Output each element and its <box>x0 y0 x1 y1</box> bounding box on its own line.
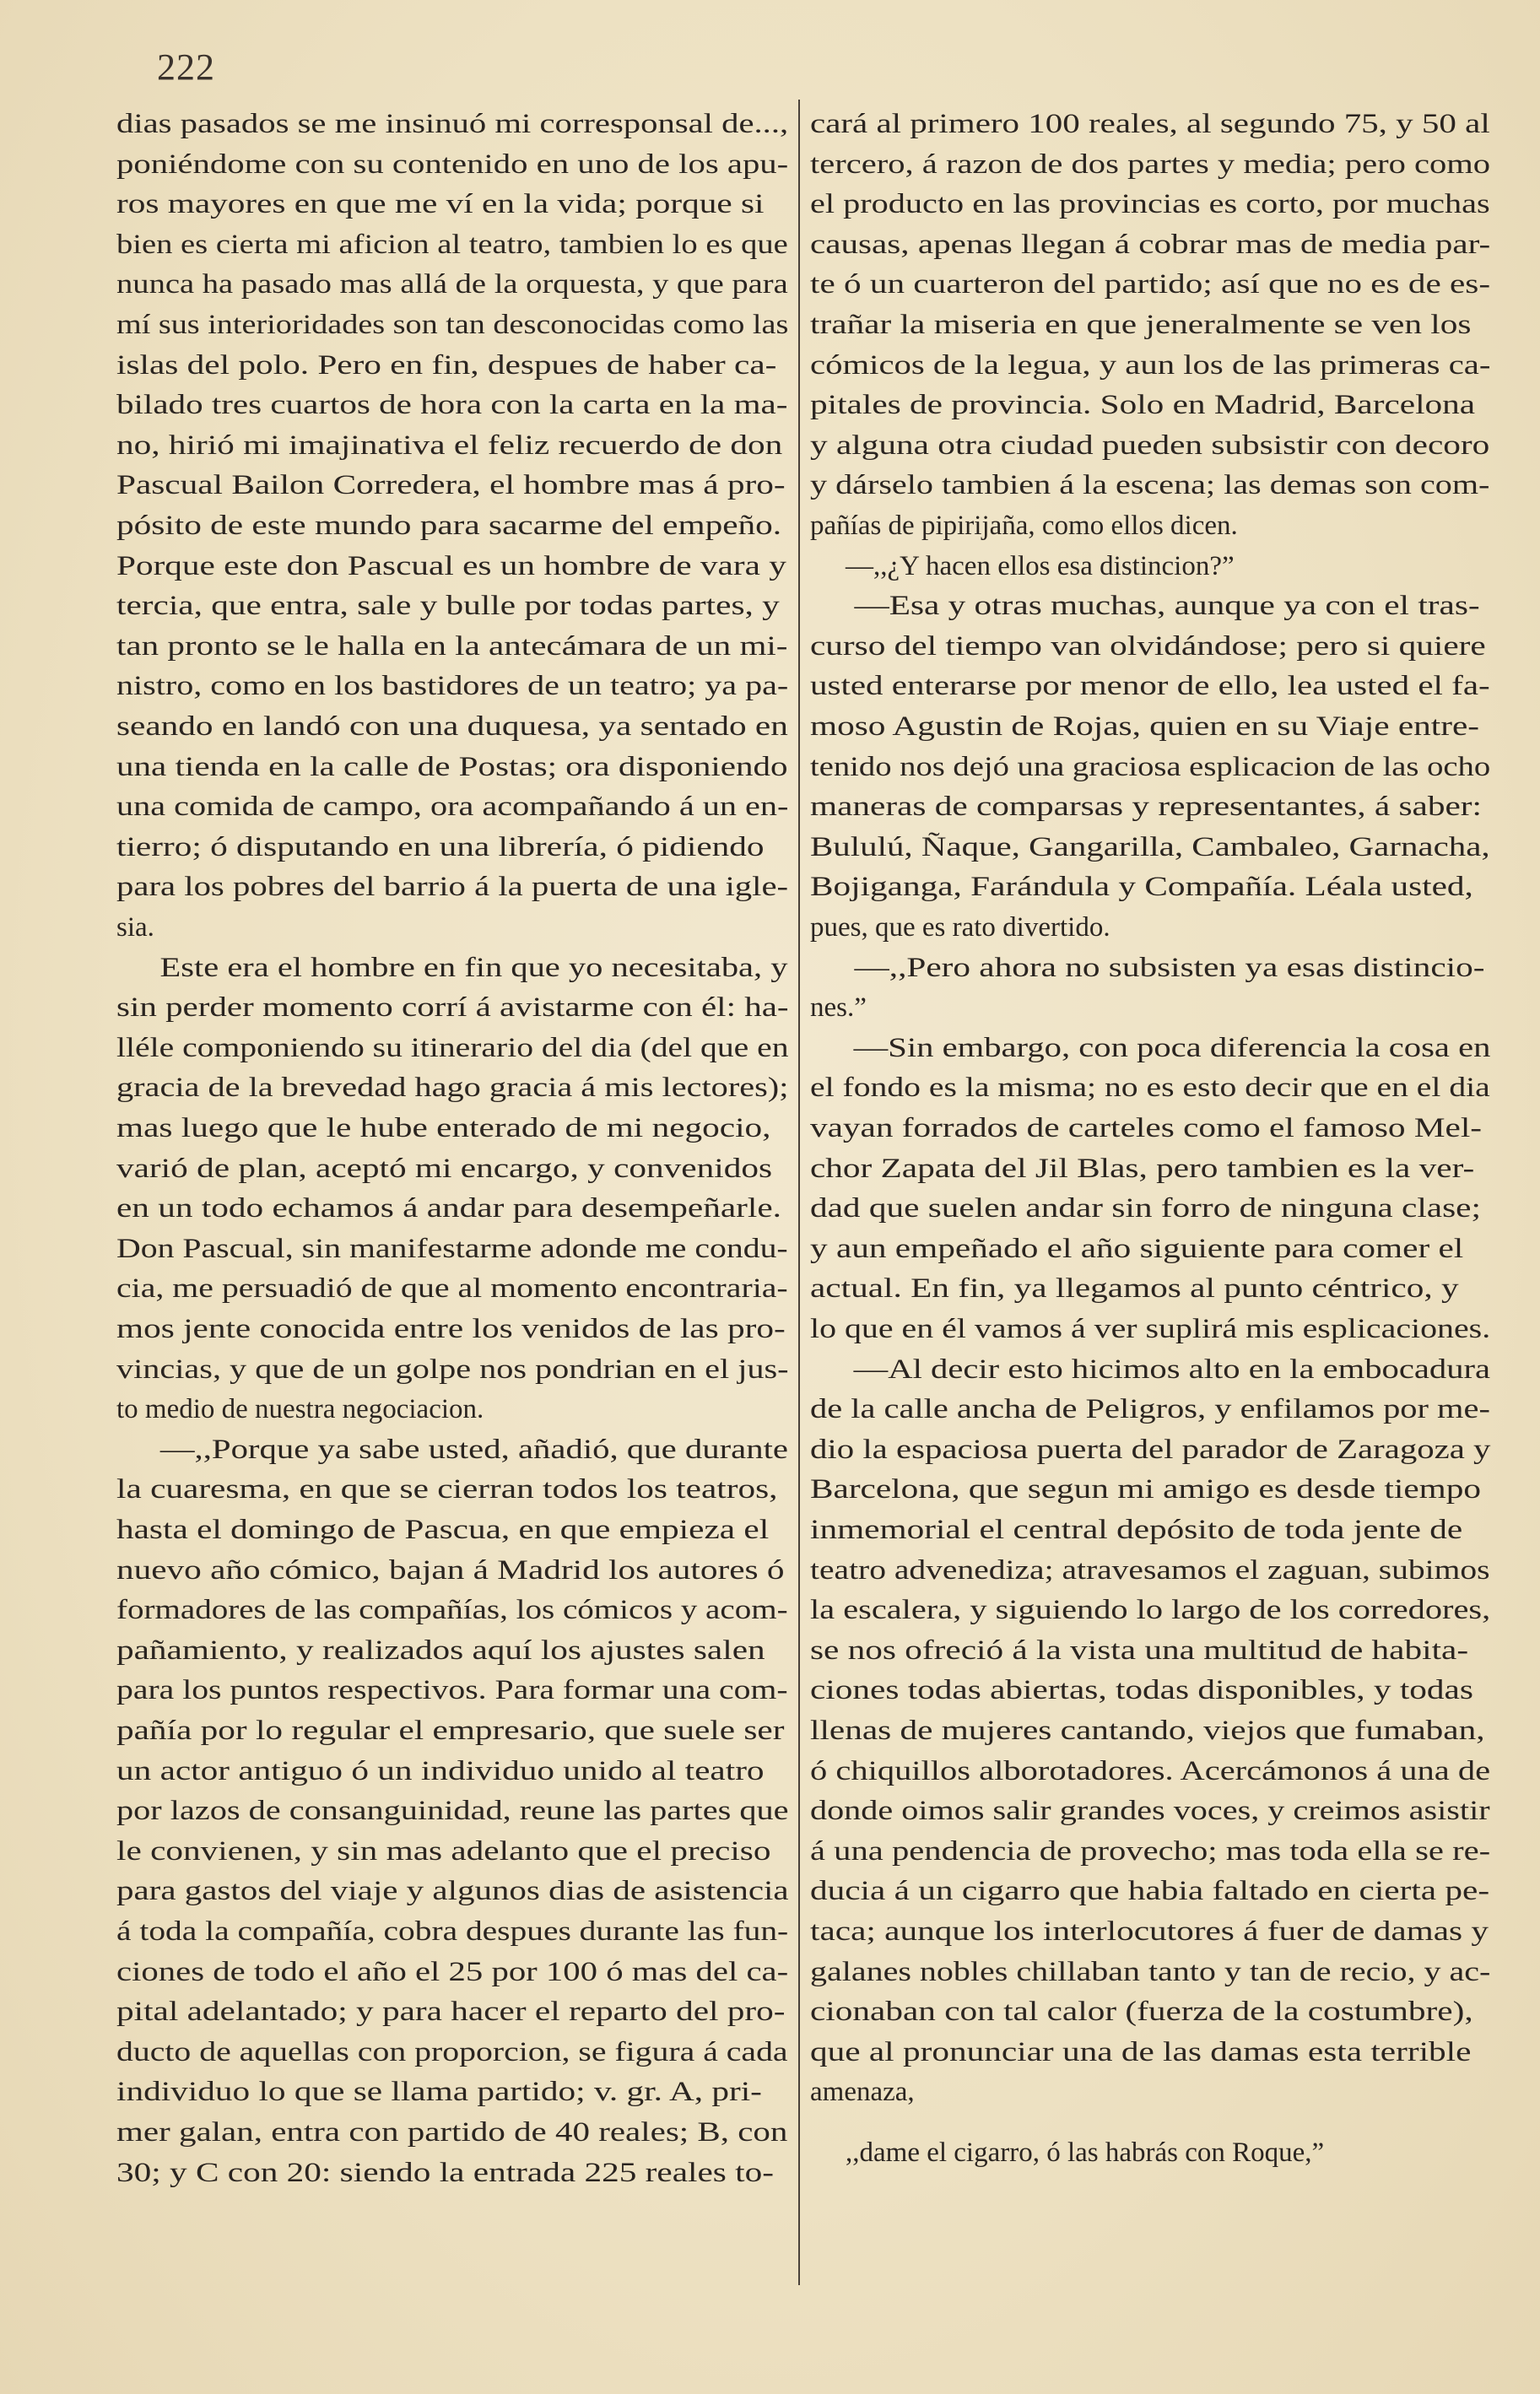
text-line <box>116 787 788 827</box>
text-line-content: causas, apenas llegan á cobrar mas de media par- <box>810 229 1491 260</box>
text-line <box>810 1671 1490 1710</box>
text-line-content: poniéndome con su contenido en uno de los apu- <box>116 149 789 180</box>
text-line <box>116 1510 788 1550</box>
text-line-content: el producto en las provincias es corto, por muchas <box>810 189 1490 220</box>
text-line <box>810 1791 1490 1831</box>
text-line-content: Don Pascual, sin manifestarme adonde me condu- <box>116 1233 788 1264</box>
text-line-content: nes.” <box>810 992 867 1024</box>
text-line <box>116 346 788 386</box>
text-line-content: tercia, que entra, sale y bulle por todas partes, y <box>116 591 780 622</box>
text-line-content: hasta el domingo de Pascua, en que empieza el <box>116 1515 770 1545</box>
text-line <box>116 1430 788 1470</box>
text-line <box>810 2072 1490 2112</box>
text-line-content: actual. En fin, ya llegamos al punto céntrico, y <box>810 1273 1459 1305</box>
text-line-content: vincias, y que de un golpe nos pondrian en el jus- <box>116 1354 789 1385</box>
text-line-content: donde oimos salir grandes voces, y creimos asistir <box>810 1796 1490 1827</box>
text-line-content: pañamiento, y realizados aquí los ajustes salen <box>116 1635 765 1666</box>
text-line <box>116 748 788 787</box>
text-line-content: vayan forrados de carteles como el famoso Mel- <box>810 1113 1483 1143</box>
text-line-content: no, hirió mi imajinativa el feliz recuerdo de don <box>116 430 783 461</box>
text-line <box>116 667 788 706</box>
text-line-content: para gastos del viaje y algunos dias de asistencia <box>116 1876 789 1907</box>
text-line-content: y aun empeñado el año siguiente para comer el <box>810 1233 1464 1264</box>
text-line <box>810 1912 1490 1952</box>
text-line <box>116 988 788 1028</box>
text-line-content: taca; aunque los interlocutores á fuer de damas y <box>810 1916 1489 1947</box>
text-line <box>810 1068 1490 1108</box>
text-line-content: nuevo año cómico, bajan á Madrid los autores ó <box>116 1554 785 1586</box>
text-line <box>810 1189 1490 1229</box>
text-line-content: bien es cierta mi aficion al teatro, tambien lo es que <box>116 229 788 260</box>
text-line <box>810 506 1490 546</box>
text-line <box>810 105 1490 144</box>
text-line-content: bilado tres cuartos de hora con la carta en la ma- <box>116 390 788 421</box>
text-line-content: sin perder momento corrí á avistarme con él: ha- <box>116 992 789 1024</box>
text-line <box>810 908 1490 948</box>
text-line <box>116 1029 788 1068</box>
text-line <box>810 265 1490 305</box>
text-line-content: y dárselo tambien á la escena; las demas son com- <box>810 470 1490 501</box>
text-line-content: mí sus interioridades son tan desconocidas como las <box>116 310 789 340</box>
text-line <box>810 1591 1490 1630</box>
text-line <box>116 1470 788 1510</box>
text-line-content: cará al primero 100 reales, al segundo 75, y 50 al <box>810 109 1490 139</box>
text-line <box>810 466 1490 505</box>
text-line-content: chor Zapata del Jil Blas, pero tambien es la ver- <box>810 1153 1475 1184</box>
text-line-content: ciones de todo el año el 25 por 100 ó mas del ca- <box>116 1956 789 1987</box>
text-line <box>116 1068 788 1108</box>
text-line-content: llenas de mujeres cantando, viejos que fumaban, <box>810 1716 1485 1746</box>
text-line-content: amenaza, <box>810 2077 915 2108</box>
text-line <box>810 667 1490 706</box>
text-line <box>116 627 788 667</box>
text-line <box>810 1310 1490 1349</box>
text-line-content: le convienen, y sin mas adelanto que el preciso <box>116 1835 771 1867</box>
text-line <box>116 1591 788 1630</box>
text-line <box>810 627 1490 667</box>
text-line-content: ó chiquillos alborotadores. Acercámonos á una de <box>810 1755 1491 1786</box>
text-line-content: Porque este don Pascual es un hombre de vara y <box>116 550 786 581</box>
text-line <box>810 1269 1490 1309</box>
text-line <box>810 748 1490 787</box>
text-line <box>810 1149 1490 1189</box>
text-line-content: pañía por lo regular el empresario, que suele ser <box>116 1716 785 1746</box>
text-line <box>116 2154 788 2193</box>
text-line <box>810 1390 1490 1429</box>
text-line-content: tercero, á razon de dos partes y media; pero como <box>810 149 1491 180</box>
text-line <box>116 1189 788 1229</box>
text-line <box>810 1752 1490 1791</box>
text-line <box>116 586 788 626</box>
text-line-content: tenido nos dejó una graciosa esplicacion de las ocho <box>810 751 1491 782</box>
text-line-content: nunca ha pasado mas allá de la orquesta, y que para <box>116 269 788 300</box>
text-line-content: Pascual Bailon Corredera, el hombre mas á pro- <box>116 470 786 501</box>
text-line-content: galanes nobles chillaban tanto y tan de recio, y ac- <box>810 1956 1491 1987</box>
text-line-content: te ó un cuarteron del partido; así que no es de es- <box>810 269 1491 300</box>
text-line <box>810 867 1490 907</box>
text-line <box>810 1470 1490 1510</box>
text-line <box>116 948 788 988</box>
text-line <box>810 787 1490 827</box>
text-line <box>116 1791 788 1831</box>
text-line <box>810 1430 1490 1470</box>
text-line-content: pues, que es rato divertido. <box>810 912 1110 943</box>
text-line-content: un actor antiguo ó un individuo unido al teatro <box>116 1755 765 1786</box>
text-line <box>810 828 1490 867</box>
text-line-content: y alguna otra ciudad pueden subsistir con decoro <box>810 430 1490 461</box>
text-line <box>810 1832 1490 1872</box>
text-line-content: cia, me persuadió de que al momento encontraria- <box>116 1273 788 1305</box>
text-line-content: lo que en él vamos á ver suplirá mis esplicaciones. <box>810 1314 1491 1344</box>
text-line-content: mer galan, entra con partido de 40 reales; B, con <box>116 2117 788 2148</box>
text-line <box>116 1310 788 1349</box>
text-line-content: ducia á un cigarro que habia faltado en cierta pe- <box>810 1876 1490 1907</box>
text-line-content: dad que suelen andar sin forro de ninguna clase; <box>810 1193 1481 1224</box>
text-line-content: —Al decir esto hicimos alto en la embocadura <box>853 1354 1491 1385</box>
text-line-content: pósito de este mundo para sacarme del empeño. <box>116 511 782 541</box>
text-line-content: ciones todas abiertas, todas disponibles, y todas <box>810 1675 1473 1706</box>
text-line <box>116 2072 788 2112</box>
text-line-content: —Sin embargo, con poca diferencia la cosa en <box>853 1032 1491 1063</box>
text-line <box>116 908 788 948</box>
text-line-content: de la calle ancha de Peligros, y enfilamos por me- <box>810 1394 1490 1425</box>
text-line-content: islas del polo. Pero en fin, despues de haber ca- <box>116 349 777 381</box>
text-line-content: —,,Pero ahora no subsisten ya esas distincio- <box>854 952 1485 983</box>
text-line <box>116 466 788 505</box>
text-line-content: seando en landó con una duquesa, ya sentado en <box>116 711 788 742</box>
text-line-content: ros mayores en que me ví en la vida; porque si <box>116 189 765 220</box>
text-line <box>116 1350 788 1390</box>
text-line <box>810 426 1490 466</box>
text-line-content: se nos ofreció á la vista una multitud de habita- <box>810 1635 1469 1666</box>
text-line-content: dias pasados se me insinuó mi corresponsal de..., <box>116 109 789 139</box>
text-line <box>116 265 788 305</box>
text-line-content: 30; y C con 20: siendo la entrada 225 reales to- <box>116 2157 774 2188</box>
text-line-content: nistro, como en los bastidores de un teatro; ya pa- <box>116 671 789 702</box>
text-line-content: trañar la miseria en que jeneralmente se ven los <box>810 310 1472 340</box>
text-line <box>116 1711 788 1751</box>
text-line-content: —Esa y otras muchas, aunque ya con el tras- <box>854 591 1480 622</box>
text-line <box>810 1872 1490 1911</box>
text-line <box>810 547 1490 586</box>
text-line-content: la cuaresma, en que se cierran todos los teatros, <box>116 1474 778 1505</box>
text-line-content: ducto de aquellas con proporcion, se figura á cada <box>116 2036 788 2067</box>
text-line <box>810 1631 1490 1671</box>
text-line <box>810 948 1490 988</box>
page-number: 222 <box>157 46 215 88</box>
column-divider-rule <box>798 100 800 2285</box>
text-line <box>116 105 788 144</box>
text-line <box>810 707 1490 747</box>
text-line-content: por lazos de consanguinidad, reune las partes que <box>116 1796 789 1827</box>
text-line-content: para los pobres del barrio á la puerta de una igle- <box>116 872 789 903</box>
text-line-content: pañías de pipirijaña, como ellos dicen. <box>810 511 1238 541</box>
text-line-content: cómicos de la legua, y aun los de las primeras ca- <box>810 349 1491 381</box>
text-line-content: formadores de las compañías, los cómicos y acom- <box>116 1595 788 1626</box>
text-line-content: tierro; ó disputando en una librería, ó pidiendo <box>116 831 765 862</box>
text-line-content: mas luego que le hube enterado de mi negocio, <box>116 1113 771 1143</box>
text-line <box>810 305 1490 345</box>
text-line <box>116 1551 788 1591</box>
text-line-content: una comida de campo, ora acompañando á un en- <box>116 792 789 823</box>
text-line <box>810 1350 1490 1390</box>
text-line-content: lléle componiendo su itinerario del dia (del que en <box>116 1032 789 1063</box>
text-line <box>116 506 788 546</box>
text-line-content: dio la espaciosa puerta del parador de Zaragoza y <box>810 1434 1491 1465</box>
text-line-content: el fondo es la misma; no es esto decir que en el dia <box>810 1073 1490 1104</box>
text-line-content: curso del tiempo van olvidándose; pero si quiere <box>810 630 1486 662</box>
text-line <box>116 145 788 185</box>
text-line-content: mos jente conocida entre los venidos de las pro- <box>116 1314 786 1344</box>
text-line <box>116 1671 788 1710</box>
text-line <box>116 1752 788 1791</box>
text-line <box>116 547 788 586</box>
text-line <box>116 1912 788 1952</box>
text-line-content: inmemorial el central depósito de toda jente de <box>810 1515 1463 1545</box>
text-line <box>116 707 788 747</box>
text-line <box>116 2113 788 2153</box>
text-line-content: Este era el hombre en fin que yo necesitaba, y <box>159 952 788 983</box>
text-line-content: á una pendencia de provecho; mas toda ella se re- <box>810 1835 1491 1867</box>
text-line <box>116 867 788 907</box>
text-line <box>810 1109 1490 1148</box>
text-line-content: usted enterarse por menor de ello, lea usted el fa- <box>810 671 1490 702</box>
text-line-content: teatro advenediza; atravesamos el zaguan, subimos <box>810 1554 1490 1586</box>
text-line-content: ,,dame el cigarro, ó las habrás con Roque,” <box>846 2137 1325 2168</box>
text-line <box>810 145 1490 185</box>
text-line <box>810 185 1490 224</box>
text-line <box>116 225 788 265</box>
text-line <box>116 1631 788 1671</box>
text-line <box>810 1992 1490 2032</box>
text-line-content: en un todo echamos á andar para desempeñarle. <box>116 1193 781 1224</box>
text-line-content: Barcelona, que segun mi amigo es desde tiempo <box>810 1474 1481 1505</box>
text-line <box>116 1390 788 1429</box>
text-line-content: varió de plan, aceptó mi encargo, y convenidos <box>116 1153 773 1184</box>
text-line-content: una tienda en la calle de Postas; ora disponiendo <box>116 751 788 782</box>
text-line <box>116 1229 788 1269</box>
text-line-content: —,,Porque ya sabe usted, añadió, que durante <box>159 1434 788 1465</box>
text-line-content: tan pronto se le halla en la antecámara de un mi- <box>116 630 788 662</box>
text-line <box>810 386 1490 425</box>
text-line-content: maneras de comparsas y representantes, á saber: <box>810 792 1482 823</box>
text-line-content: á toda la compañía, cobra despues durante las fun- <box>116 1916 789 1947</box>
text-line-content: para los puntos respectivos. Para formar una com- <box>116 1675 788 1706</box>
text-line-content: —,,¿Y hacen ellos esa distincion?” <box>846 550 1235 581</box>
text-line-content: pitales de provincia. Solo en Madrid, Barcelona <box>810 390 1476 421</box>
text-line-content: cionaban con tal calor (fuerza de la costumbre), <box>810 1997 1473 2028</box>
text-line-content: sia. <box>116 912 154 943</box>
text-line <box>810 2033 1490 2072</box>
text-line-content: moso Agustin de Rojas, quien en su Viaje entre- <box>810 711 1480 742</box>
text-line <box>810 2133 1490 2173</box>
text-line-content: Bojiganga, Farándula y Compañía. Léala usted, <box>810 872 1473 903</box>
text-line-content: pital adelantado; y para hacer el reparto del pro- <box>116 1997 786 2028</box>
text-line <box>810 1551 1490 1591</box>
text-line-content: la escalera, y siguiendo lo largo de los corredores, <box>810 1595 1491 1626</box>
text-line <box>810 988 1490 1028</box>
text-line <box>116 828 788 867</box>
text-line-content: gracia de la brevedad hago gracia á mis lectores); <box>116 1073 789 1104</box>
text-line <box>116 1992 788 2032</box>
text-line <box>810 1229 1490 1269</box>
text-line <box>810 346 1490 386</box>
text-line <box>810 1029 1490 1068</box>
text-line <box>116 1832 788 1872</box>
text-line <box>116 1872 788 1911</box>
text-line-content: que al pronunciar una de las damas esta terrible <box>810 2036 1472 2067</box>
text-line <box>810 1953 1490 1992</box>
text-line-content: Bululú, Ñaque, Gangarilla, Cambaleo, Garnacha, <box>810 831 1490 862</box>
text-line <box>116 1109 788 1148</box>
text-line <box>810 1711 1490 1751</box>
text-line <box>116 426 788 466</box>
text-line <box>116 305 788 345</box>
text-line <box>116 2033 788 2072</box>
text-line <box>116 1269 788 1309</box>
text-line <box>116 185 788 224</box>
text-line-content: to medio de nuestra negociacion. <box>116 1394 484 1425</box>
text-line <box>116 1149 788 1189</box>
text-line-content: individuo lo que se llama partido; v. gr. A, pri- <box>116 2077 762 2108</box>
text-line <box>116 386 788 425</box>
text-line <box>810 1510 1490 1550</box>
text-line <box>810 225 1490 265</box>
text-line <box>116 1953 788 1992</box>
text-line <box>810 586 1490 626</box>
